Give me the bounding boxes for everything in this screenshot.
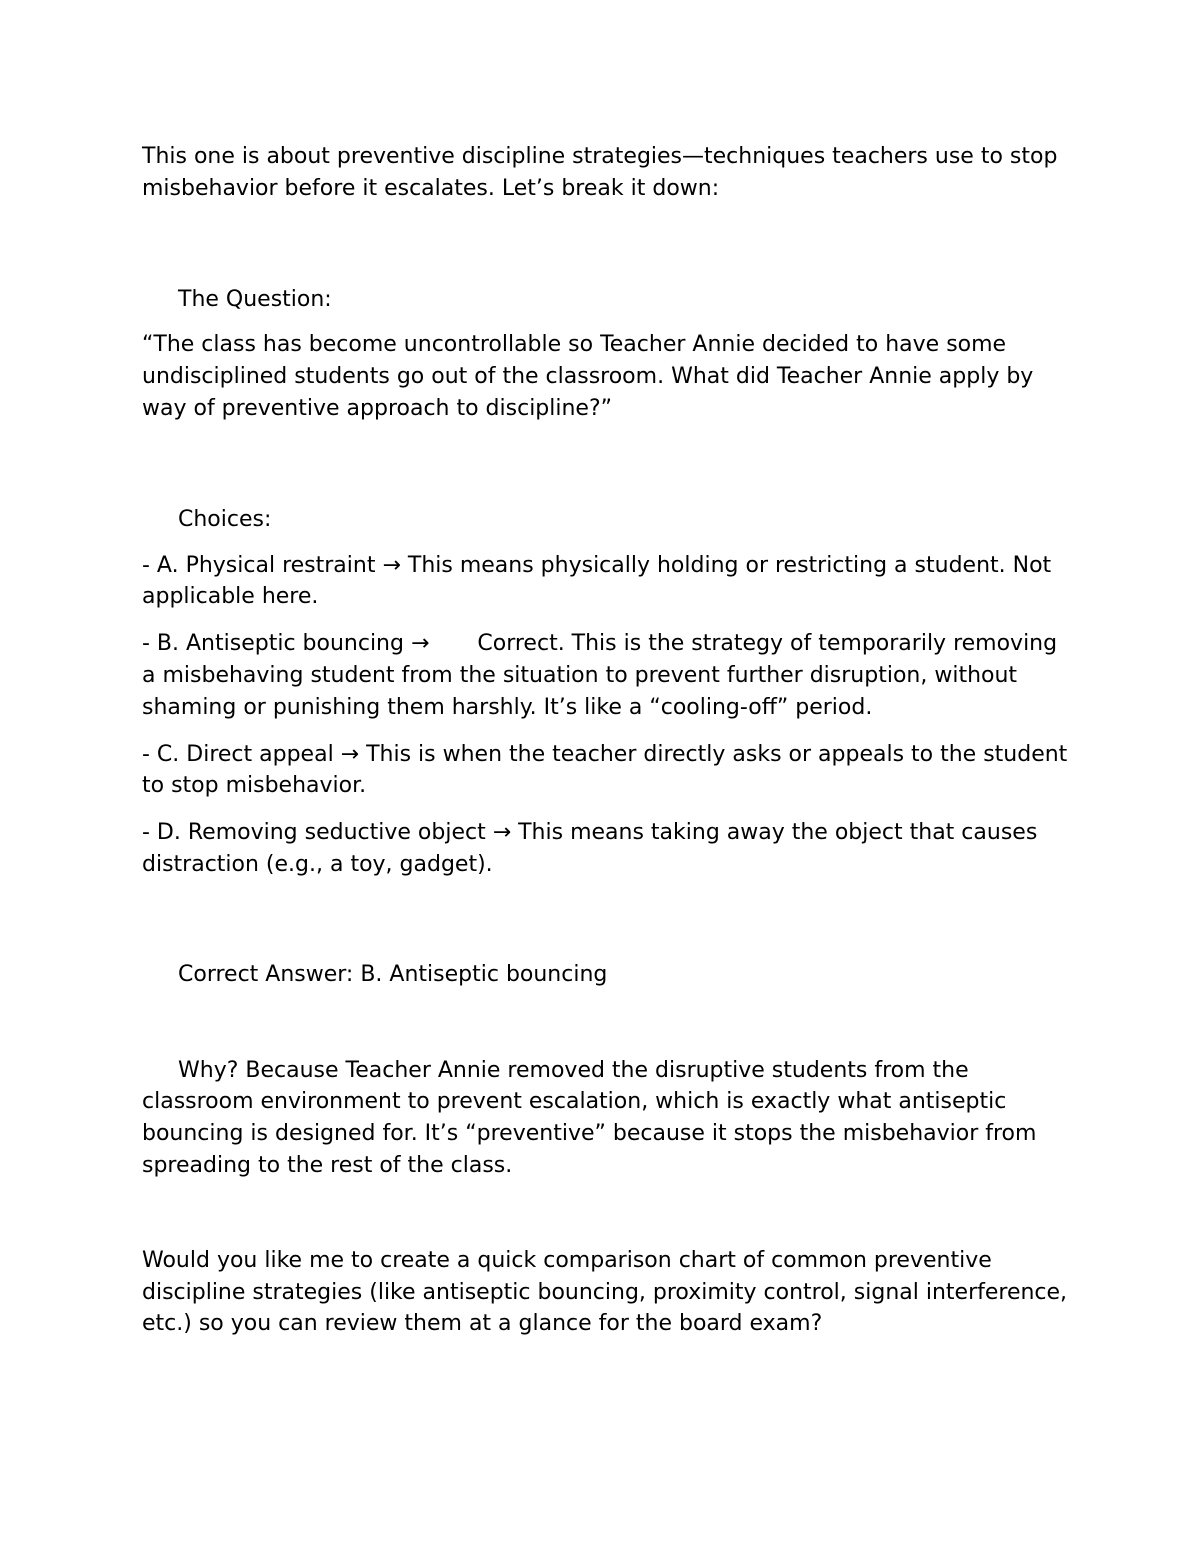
document-body (142, 141, 1072, 1340)
choice-b-lead: - B. Antiseptic bouncing → (142, 631, 430, 657)
closing-paragraph: Would you like me to create a quick comparison chart of common preventive discipline strategies (like antiseptic bouncing, proximity control, signal interference, etc.) so you can review them at a glance for the board exam? (142, 1247, 1068, 1337)
choice-b-text: Correct. This is the strategy of temporarily removing a misbehaving student from the situation to prevent further disruption, without shaming or punishing them harshly. It’s like a “cooling-off” period. (142, 631, 1058, 720)
choice-c: - C. Direct appeal → This is when the teacher directly asks or appeals to the student to stop misbehavior. (142, 741, 1068, 799)
choices-label: Choices: (178, 506, 272, 532)
correct-answer: Correct Answer: B. Antiseptic bouncing (178, 961, 608, 987)
question-label: The Question: (178, 286, 332, 312)
choice-b (142, 628, 1072, 723)
question-text: “The class has become uncontrollable so Teacher Annie decided to have some undisciplined students go out of the classroom. What did Teacher Annie apply by way of preventive approach to discipline?” (142, 332, 1034, 421)
choice-d: - D. Removing seductive object → This means taking away the object that causes distraction (e.g., a toy, gadget). (142, 820, 1038, 877)
choice-a: - A. Physical restraint → This means physically holding or restricting a student. Not applicable here. (142, 552, 1052, 610)
intro-paragraph: This one is about preventive discipline strategies—techniques teachers use to stop misbehavior before it escalates. Let’s break it down: (142, 144, 1058, 201)
why-paragraph: Why? Because Teacher Annie removed the disruptive students from the classroom environment to prevent escalation, which is exactly what antiseptic bouncing is designed for. It’s “preventive” because it stops the misbehavior from spreading to the rest of the class. (142, 1057, 1037, 1178)
